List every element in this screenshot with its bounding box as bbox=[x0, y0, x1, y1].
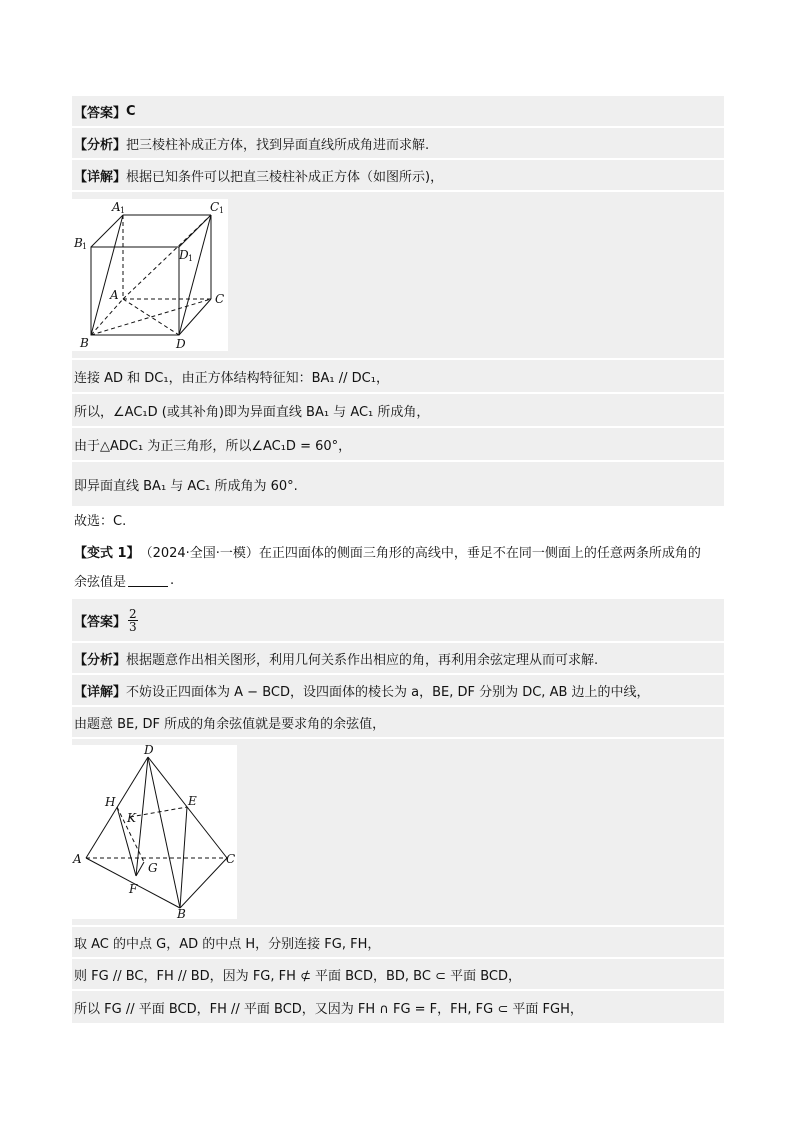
so-row-2 bbox=[72, 991, 724, 1023]
analysis2-label: 【分析】 bbox=[74, 652, 127, 668]
analysis2-text: 根据题意作出相关图形，利用几何关系作出相应的角，再利用余弦定理从而可求解. bbox=[126, 652, 599, 668]
result-text: 即异面直线 BA₁ 与 AC₁ 所成角为 60°. bbox=[74, 478, 298, 494]
answer2-row bbox=[72, 599, 724, 641]
since-text: 由于△ADC₁ 为正三角形，所以∠AC₁D = 60°， bbox=[74, 438, 352, 454]
connect-text: 连接 AD 和 DC₁，由正方体结构特征知：BA₁ // DC₁， bbox=[74, 370, 389, 386]
analysis-row bbox=[72, 128, 724, 158]
so-text-2: 所以 FG // 平面 BCD，FH // 平面 BCD，又因为 FH ∩ FG = F，FH, FG ⊂ 平面 FGH， bbox=[74, 1001, 583, 1017]
answer2-label: 【答案】 bbox=[74, 614, 127, 630]
detail-text: 根据已知条件可以把直三棱柱补成正方体（如图所示)， bbox=[126, 169, 444, 185]
detail2-label: 【详解】 bbox=[74, 684, 127, 700]
variant-row-2 bbox=[72, 568, 724, 592]
answer-blank bbox=[128, 574, 168, 587]
answer-label: 【答案】 bbox=[74, 105, 127, 121]
variant-text-2-end: . bbox=[170, 572, 175, 588]
cube-label-a1: A bbox=[112, 200, 121, 214]
detail-label: 【详解】 bbox=[74, 169, 127, 185]
tetrahedron-figure bbox=[72, 745, 237, 919]
tet-label-d: D bbox=[144, 745, 154, 757]
meaning-text: 由题意 BE, DF 所成的角余弦值就是要求角的余弦值， bbox=[74, 716, 386, 732]
variant-text-1: （2024·全国·一模）在正四面体的侧面三角形的高线中，垂足不在同一侧面上的任意两条所成角的 bbox=[139, 545, 701, 561]
connect-row bbox=[72, 360, 724, 392]
then-text: 则 FG // BC，FH // BD，因为 FG, FH ⊄ 平面 BCD，BD, BC ⊂ 平面 BCD， bbox=[74, 968, 521, 984]
fraction-numerator: 2 bbox=[129, 606, 137, 621]
tet-label-h: H bbox=[105, 795, 116, 809]
so-text-1: 所以，∠AC₁D (或其补角)即为异面直线 BA₁ 与 AC₁ 所成角， bbox=[74, 404, 430, 420]
cube-sub-c1: 1 bbox=[219, 206, 225, 215]
then-row bbox=[72, 959, 724, 989]
cube-label-a: A bbox=[110, 288, 119, 302]
tet-label-f: F bbox=[129, 882, 138, 896]
so-row-1 bbox=[72, 394, 724, 426]
cube-label-b: B bbox=[80, 336, 89, 350]
analysis-text: 把三棱柱补成正方体，找到异面直线所成角进而求解. bbox=[126, 137, 430, 153]
tet-label-a: A bbox=[73, 852, 82, 866]
take-text: 取 AC 的中点 G，AD 的中点 H，分别连接 FG, FH， bbox=[74, 936, 381, 952]
detail-row bbox=[72, 160, 724, 190]
cube-label-b1: B bbox=[74, 236, 83, 250]
take-row bbox=[72, 927, 724, 957]
cube-label-d1: D bbox=[179, 248, 189, 262]
tet-label-g: G bbox=[148, 861, 158, 875]
cube-sub-a1: 1 bbox=[120, 206, 126, 215]
detail2-row bbox=[72, 675, 724, 705]
fraction-denominator: 3 bbox=[129, 619, 137, 634]
since-row bbox=[72, 428, 724, 460]
cube-sub-d1: 1 bbox=[188, 254, 194, 263]
cube-label-d: D bbox=[176, 337, 186, 351]
variant-row-1 bbox=[72, 540, 724, 562]
cube-figure bbox=[72, 199, 228, 351]
tetrahedron-diagram bbox=[72, 745, 237, 919]
cube-label-c: C bbox=[215, 292, 225, 306]
cube-diagram bbox=[72, 199, 228, 351]
answer2-fraction bbox=[128, 608, 138, 633]
cube-label-c1: C bbox=[210, 200, 220, 214]
tet-label-k: K bbox=[127, 811, 136, 825]
tet-label-b: B bbox=[177, 907, 186, 919]
cube-sub-b1: 1 bbox=[82, 242, 88, 251]
result-row bbox=[72, 462, 724, 506]
analysis-label: 【分析】 bbox=[74, 137, 127, 153]
tet-label-e: E bbox=[188, 794, 197, 808]
analysis2-row bbox=[72, 643, 724, 673]
detail2-text: 不妨设正四面体为 A − BCD，设四面体的棱长为 a，BE, DF 分别为 DC, AB 边上的中线， bbox=[126, 684, 650, 700]
variant-text-2: 余弦值是 bbox=[74, 574, 127, 590]
tet-label-c: C bbox=[226, 852, 236, 866]
variant-label: 【变式 1】 bbox=[74, 545, 140, 561]
choose-text: 故选：C. bbox=[74, 513, 127, 529]
meaning-row bbox=[72, 707, 724, 737]
answer-row bbox=[72, 96, 724, 126]
answer-value: C bbox=[126, 103, 136, 119]
choose-row bbox=[72, 508, 724, 530]
